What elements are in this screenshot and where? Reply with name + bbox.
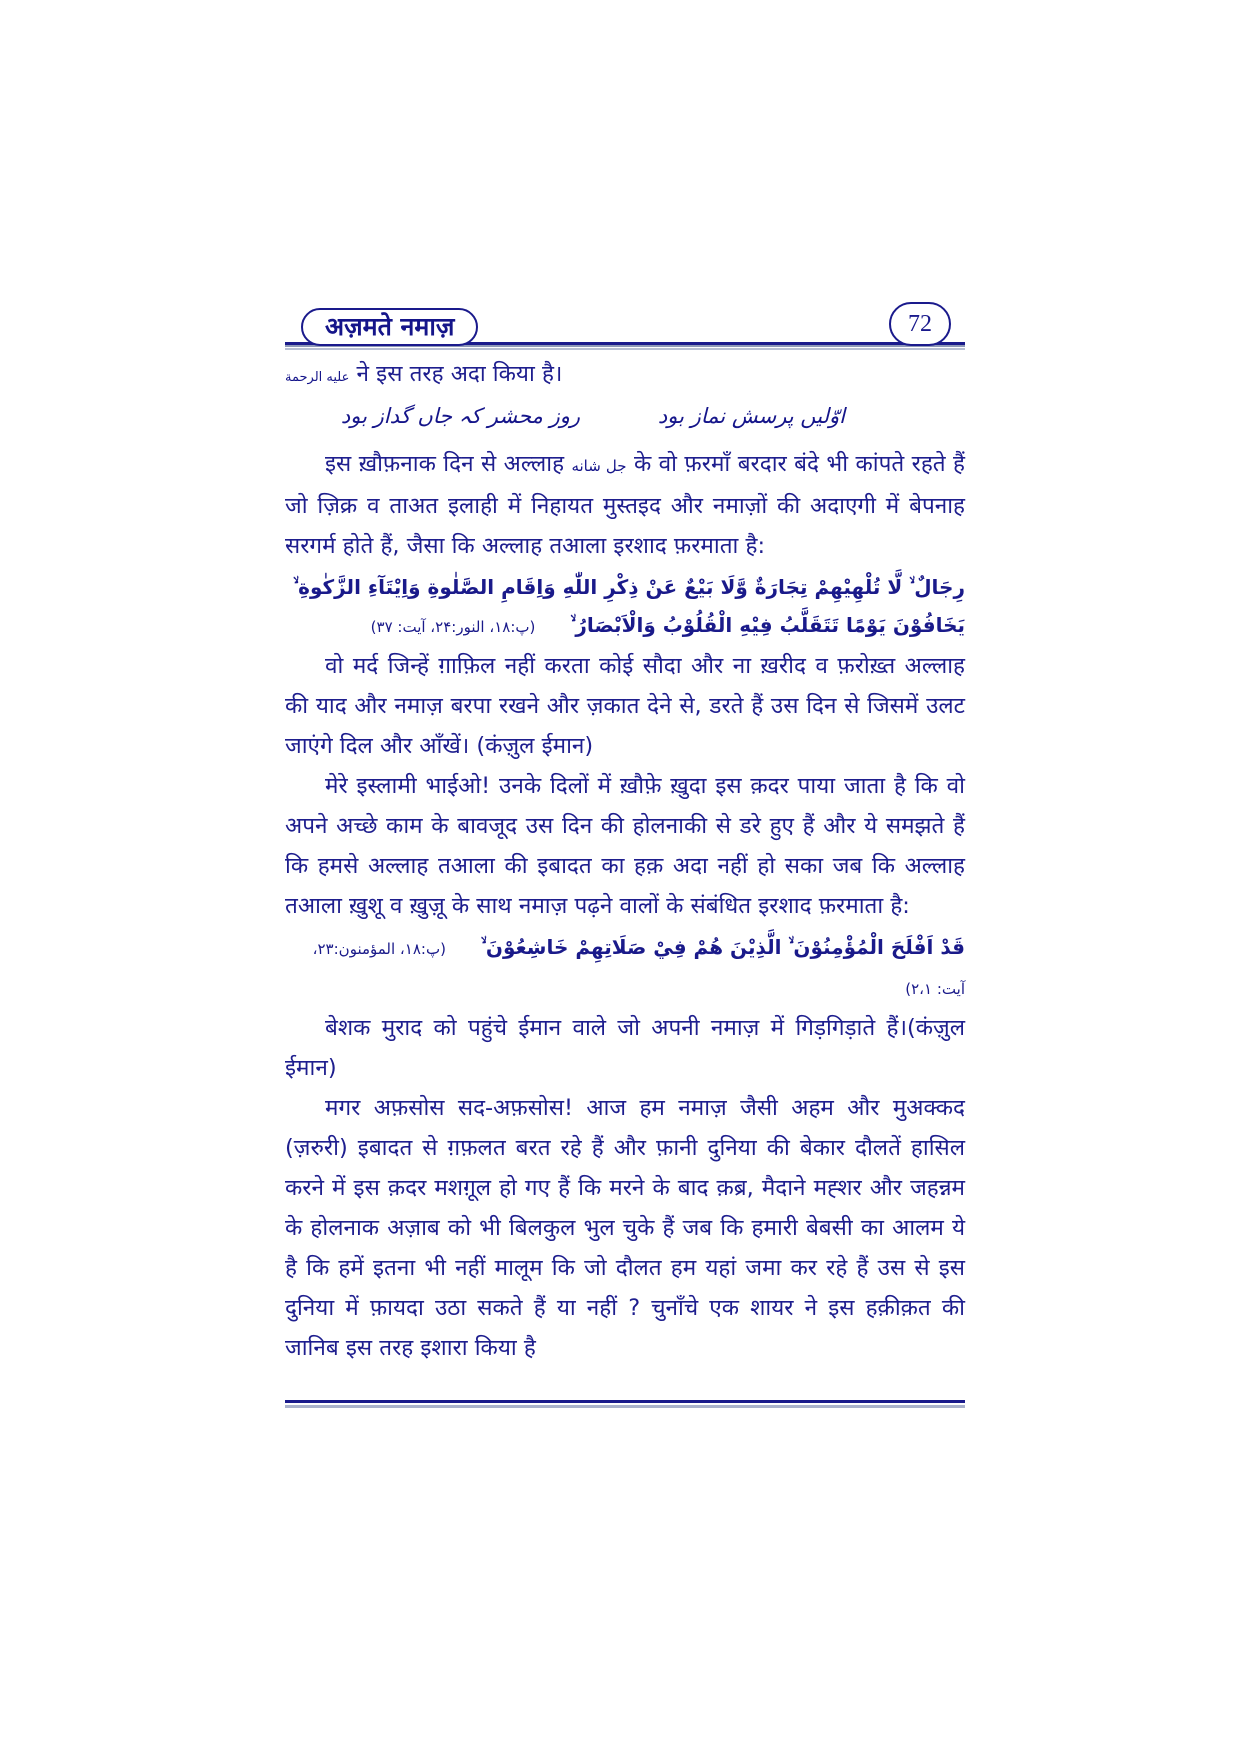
couplet-hemistich-1: اوّلیں پرسش نماز بود xyxy=(657,404,845,428)
quran-verse-2-text: قَدْ اَفْلَحَ الْمُؤْمِنُوْنَ ۙ الَّذِيْنَ هُمْ فِيْ صَلَاتِهِمْ خَاشِعُوْنَ ۙ xyxy=(480,935,965,959)
paragraph-3: मेरे इस्लामी भाईओ! उनके दिलों में ख़ौफ़े ख़ुदा इस क़दर पाया जाता है कि वो अपने अच्छे काम के बावजूद उस दिन की होलनाकी से डरे हुए हैं और ये समझते हैं कि हमसे अल्लाह तआला की इबादत का हक़ अदा नहीं हो सका जब कि अल्लाह तआला ख़ुशू व ख़ुज़ू के साथ नमाज़ पढ़ने वालों के संबंधित इरशाद फ़रमाता है: xyxy=(285,773,965,919)
paragraph-5: मगर अफ़सोस सद-अफ़सोस! आज हम नमाज़ जैसी अहम और मुअक्कद (ज़रुरी) इबादत से ग़फ़लत बरत रहे हैं और फ़ानी दुनिया की बेकार दौलतें हासिल करने में इस क़दर मशग़ूल हो गए हैं कि मरने के बाद क़ब्र, मैदाने मह्शर और जहन्नम के होलनाक अज़ाब को भी बिलकुल भुल चुके हैं जब कि हमारी बेबसी का आलम ये है कि हमें इतना भी नहीं मालूम कि जो दौलत हम यहां जमा कर रहे हैं उस से इस दुनिया में फ़ायदा उठा सकते हैं या नहीं ? चुनाँचे एक शायर ने इस हक़ीक़त की जानिब इस तरह इशारा किया है xyxy=(285,1095,965,1361)
running-title: अज़मते नमाज़ xyxy=(301,308,478,346)
paragraph-1-start: इस ख़ौफ़नाक दिन से अल्लाह xyxy=(325,451,565,477)
quran-verse-2-reference: (پ:۱۸، المؤمنون:۲۳، آیت: ۲،۱) xyxy=(312,940,965,998)
page-body xyxy=(285,354,965,1368)
paragraph-4: बेशक मुराद को पहुंचे ईमान वाले जो अपनी नमाज़ में गिड़गिड़ाते हैं।(कंज़ुल ईमान) xyxy=(285,1015,965,1081)
paragraph-2: वो मर्द जिन्हें ग़ाफ़िल नहीं करता कोई सौदा और ना ख़रीद व फ़रोख़्त अल्लाह की याद और नमाज़ बरपा रखने और ज़कात देने से, डरते हैं उस दिन से जिसमें उलट जाएंगे दिल और आँखें। (कंज़ुल ईमान) xyxy=(285,653,965,759)
page-header xyxy=(285,302,965,348)
footer-rule xyxy=(285,1400,965,1403)
opening-line xyxy=(285,354,965,398)
opening-text: ने इस तरह अदा किया है। xyxy=(356,361,563,387)
couplet-hemistich-2: روز محشر کہ جاں گداز بود xyxy=(340,404,580,428)
paragraph-1-rest: के वो फ़रमाँ बरदार बंदे भी कांपते रहते हैं जो ज़िक्र व ताअत इलाही में निहायत मुस्तइद और नमाज़ों की अदाएगी में बेपनाह सरगर्म होते हैं, जैसा कि अल्लाह तआला इरशाद फ़रमाता है: xyxy=(285,451,965,559)
quran-verse-2 xyxy=(285,928,965,1008)
persian-couplet xyxy=(285,398,965,444)
paragraph-1 xyxy=(285,444,965,566)
quran-verse-1 xyxy=(285,568,965,646)
honorific-glyph: عليه الرحمة xyxy=(285,370,350,385)
quran-verse-1-reference: (پ:۱۸، النور:۲۴، آیت: ۳۷) xyxy=(370,618,536,636)
page-number: 72 xyxy=(889,302,951,346)
book-page xyxy=(285,302,965,1442)
quran-verse-1-text: رِجَالٌ ۙ لَّا تُلْهِيْهِمْ تِجَارَةٌ وَّلَا بَيْعٌ عَنْ ذِكْرِ اللّٰهِ وَاِقَامِ الصَّلٰوةِ وَاِيْتَآءِ الزَّكٰوةِ ۙ يَخَافُوْنَ يَوْمًا تَتَقَلَّبُ فِيْهِ الْقُلُوْبُ وَالْاَبْصَارُ ۙ xyxy=(293,575,965,637)
divine-epithet: جل شانه xyxy=(571,457,627,475)
